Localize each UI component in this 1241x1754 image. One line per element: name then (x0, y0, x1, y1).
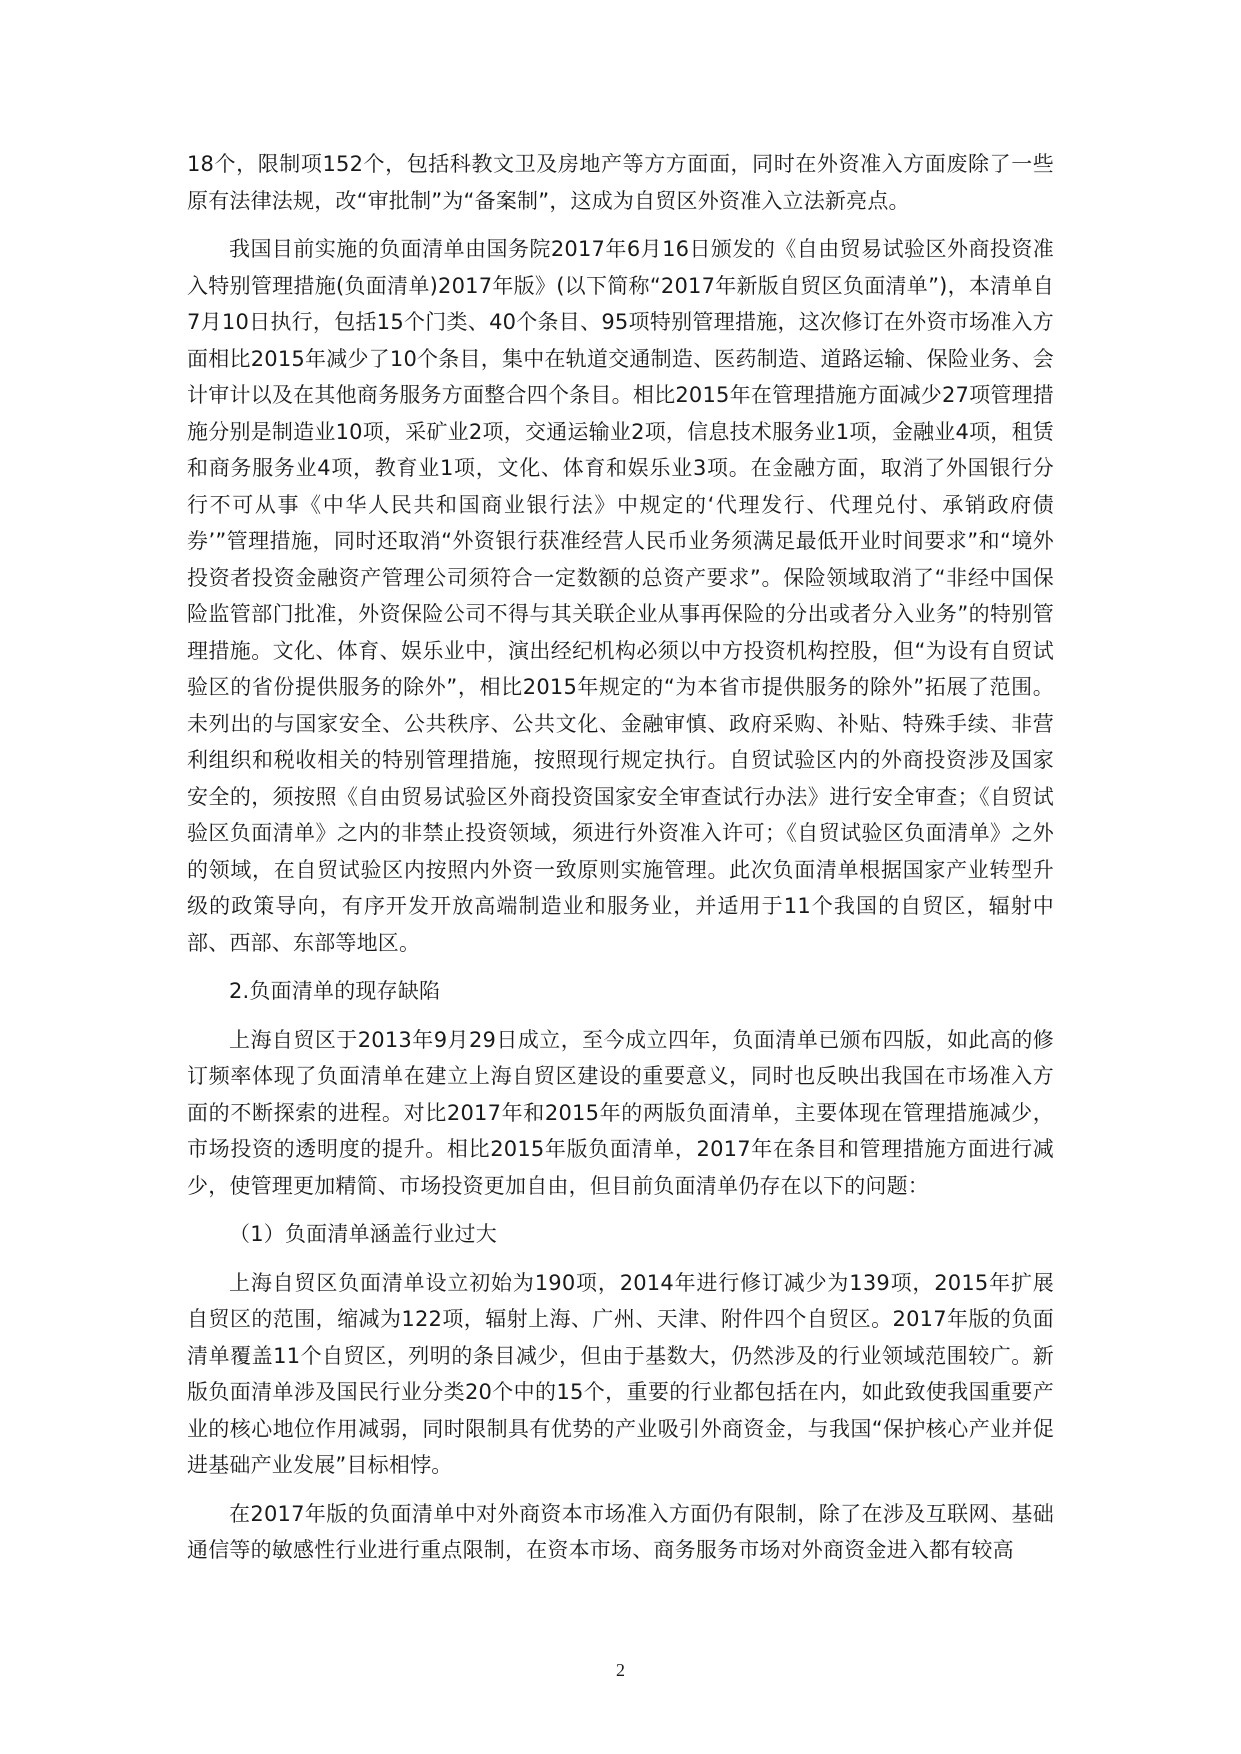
subheading-coverage-too-broad: （1）负面清单涵盖行业过大 (229, 1222, 497, 1246)
paragraph-capital-market-restrictions: 在2017年版的负面清单中对外商资本市场准入方面仍有限制，除了在涉及互联网、基础通信等的敏感性行业进行重点限制，在资本市场、商务服务市场对外商资金进入都有较高 (187, 1501, 1054, 1562)
paragraph-current-negative-list: 我国目前实施的负面清单由国务院2017年6月16日颁发的《自由贸易试验区外商投资准入特别管理措施(负面清单)2017年版》(以下简称“2017年新版自贸区负面清单”)，本清单自7月10日执行，包括15个门类、40个条目、95项特别管理措施，这次修订在外资市场准入方面相比2015年减少了10个条目，集中在轨道交通制造、医药制造、道路运输、保险业务、会计审计以及在其他商务服务方面整合四个条目。相比2015年在管理措施方面减少27项管理措施分别是制造业10项，采矿业2项，交通运输业2项，信息技术服务业1项，金融业4项，租赁和商务服务业4项，教育业1项，文化、体育和娱乐业3项。在金融方面，取消了外国银行分行不可从事《中华人民共和国商业银行法》中规定的‘代理发行、代理兑付、承销政府债券’”管理措施，同时还取消“外资银行获准经营人民币业务须满足最低开业时间要求”和“境外投资者投资金融资产管理公司须符合一定数额的总资产要求”。保险领域取消了“非经中国保险监管部门批准，外资保险公司不得与其关联企业从事再保险的分出或者分入业务”的特别管理措施。文化、体育、娱乐业中，演出经纪机构必须以中方投资机构控股，但“为设有自贸试验区的省份提供服务的除外”，相比2015年规定的“为本省市提供服务的除外”拓展了范围。未列出的与国家安全、公共秩序、公共文化、金融审慎、政府采购、补贴、特殊手续、非营利组织和税收相关的特别管理措施，按照现行规定执行。自贸试验区内的外商投资涉及国家安全的，须按照《自由贸易试验区外商投资国家安全审查试行办法》进行安全审查；《自贸试验区负面清单》之内的非禁止投资领域，须进行外资准入许可；《自贸试验区负面清单》之外的领域，在自贸试验区内按照内外资一致原则实施管理。此次负面清单根据国家产业转型升级的政策导向，有序开发开放高端制造业和服务业，并适用于11个我国的自贸区，辐射中部、西部、东部等地区。 (187, 237, 1054, 955)
page-number: 2 (616, 1660, 625, 1680)
paragraph-continuation: 18个，限制项152个，包括科教文卫及房地产等方方面面，同时在外资准入方面废除了一些原有法律法规，改“审批制”为“备案制”，这成为自贸区外资准入立法新亮点。 (187, 152, 1054, 213)
section-heading-existing-defects: 2.负面清单的现存缺陷 (229, 979, 441, 1003)
paragraph-shanghai-ftz-revisions: 上海自贸区于2013年9月29日成立，至今成立四年，负面清单已颁布四版，如此高的修订频率体现了负面清单在建立上海自贸区建设的重要意义，同时也反映出我国在市场准入方面的不断探索的进程。对比2017年和2015年的两版负面清单，主要体现在管理措施减少，市场投资的透明度的提升。相比2015年版负面清单，2017年在条目和管理措施方面进行减少，使管理更加精简、市场投资更加自由，但目前负面清单仍存在以下的问题： (187, 1027, 1054, 1198)
paragraph-coverage-details: 上海自贸区负面清单设立初始为190项，2014年进行修订减少为139项，2015年扩展自贸区的范围，缩减为122项，辐射上海、广州、天津、附件四个自贸区。2017年版的负面清单覆盖11个自贸区，列明的条目减少，但由于基数大，仍然涉及的行业领域范围较广。新版负面清单涉及国民行业分类20个中的15个，重要的行业都包括在内，如此致使我国重要产业的核心地位作用减弱，同时限制具有优势的产业吸引外商资金，与我国“保护核心产业并促进基础产业发展”目标相悖。 (187, 1270, 1054, 1477)
document-body (187, 146, 1054, 1569)
